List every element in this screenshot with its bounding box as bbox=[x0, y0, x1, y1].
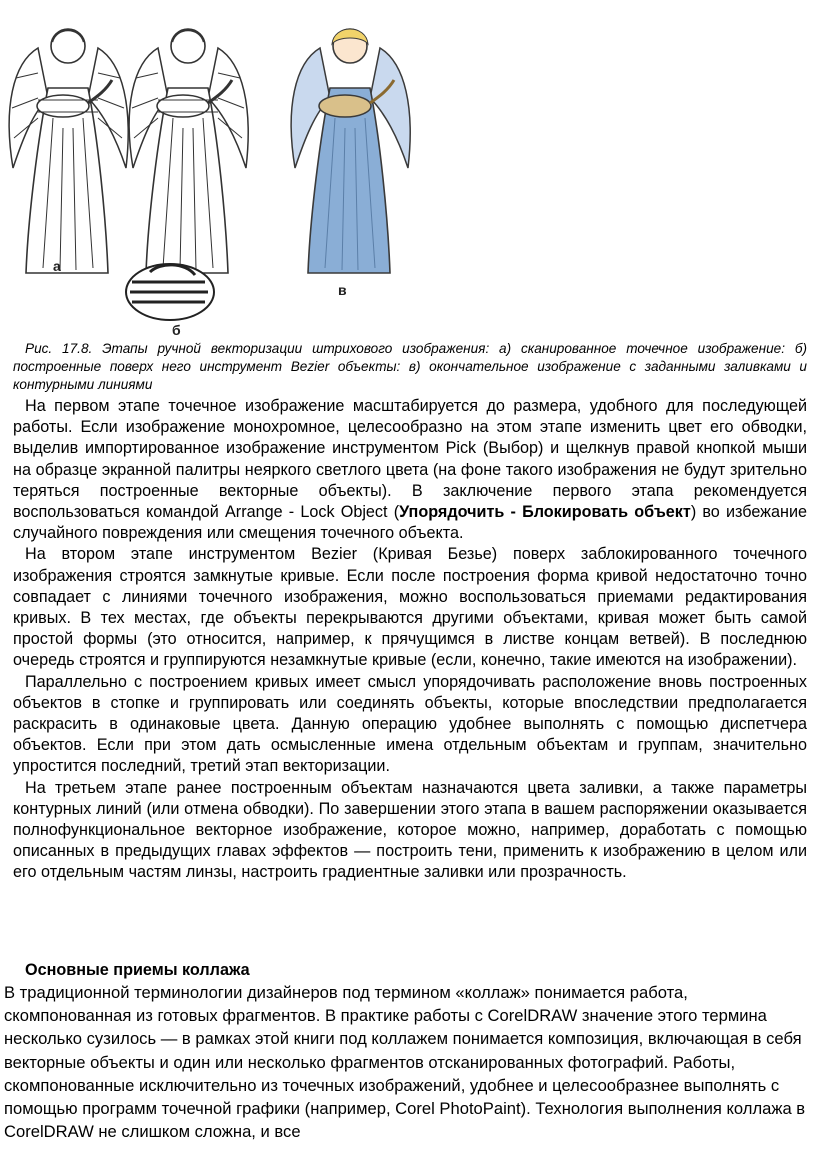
figure-caption bbox=[13, 340, 807, 394]
p1-text-a: На первом этапе точечное изображение масштабируется до размера, удобного для последующей работы. Если изображение монохромное, целесообразно на этом этапе изменить цвет его обводки, выделив импортированное изображение инструментом Pick (Выбор) и щелкнув правой кнопкой мыши на образце экранной палитры неяркого светлого цвета (на фоне такого изображения не будут зрительно теряться построенные векторные объекты). В заключение первого этапа рекомендуется воспользоваться командой Arrange - Lock Object ( bbox=[13, 397, 807, 522]
figure-angels bbox=[0, 0, 816, 338]
paragraph-1 bbox=[13, 396, 807, 544]
caption-text: Рис. 17.8. Этапы ручной векторизации штрихового изображения: а) сканированное точечное изображение: б) построенные поверх него инструмент Bezier объекты: в) окончательное изображение с заданными заливками и контурными линиями bbox=[13, 341, 807, 392]
body-text bbox=[13, 396, 807, 884]
p1-bold: Упорядочить - Блокировать объект bbox=[399, 503, 691, 522]
section-heading: Основные приемы коллажа bbox=[25, 961, 250, 979]
paragraph-5: В традиционной терминологии дизайнеров под термином «коллаж» понимается работа, скомпонованная из готовых фрагментов. В практике работы с CorelDRAW значение этого термина несколько сузилось — в рамках этой книги под коллажем понимается композиция, включающая в себя векторные объекты и один или несколько фрагментов отсканированных фотографий. Работы, скомпонованные исключительно из точечных изображений, удобнее и целесообразнее выполнять с помощью программ точечной графики (например, Corel PhotoPaint). Технология выполнения коллажа в CorelDRAW не слишком сложна, и все bbox=[4, 983, 806, 1142]
p1-text-b: ) во избежание случайного повреждения или смещения точечного объекта. bbox=[13, 503, 807, 543]
angel-illustration bbox=[0, 0, 816, 338]
label-v: в bbox=[338, 282, 347, 298]
angel-b-bezier bbox=[129, 29, 248, 273]
label-b: б bbox=[172, 322, 181, 338]
angel-a-scanned bbox=[9, 29, 128, 273]
paragraph-4: На третьем этапе ранее построенным объектам назначаются цвета заливки, а также параметры контурных линий (или отмена обводки). По завершении этого этапа в вашем распоряжении оказывается полнофункциональное векторное изображение, которое можно, например, доработать с помощью описанных в предыдущих главах эффектов — построить тени, применить к изображению в целом или его отдельным частям линзы, настроить градиентные заливки или прозрачность. bbox=[13, 778, 807, 882]
hand-detail bbox=[126, 264, 214, 320]
paragraph-2: На втором этапе инструментом Bezier (Кривая Безье) поверх заблокированного точечного изображения строятся замкнутые кривые. Если после построения форма кривой недостаточно точно совпадает с линиями точечного изображения, можно воспользоваться приемами редактирования кривых. В тех местах, где объекты перекрываются другими объектами, кривая может быть самой простой формы (это относится, например, к прячущимся в листве концам ветвей). В последнюю очередь строятся и группируются незамкнутые кривые (если, конечно, такие имеются на изображении). bbox=[13, 545, 807, 670]
label-a: а bbox=[53, 258, 61, 274]
paragraph-3: Параллельно с построением кривых имеет смысл упорядочивать расположение вновь построенных объектов в стопке и группировать или соединять объекты, которые впоследствии предполагается раскрасить в одинаковые цвета. Данную операцию удобнее выполнять с помощью диспетчера объектов. Если при этом дать осмысленные имена отдельным объектам и группам, значительно упростится последний, третий этап векторизации. bbox=[13, 672, 807, 776]
collage-text bbox=[4, 981, 812, 1143]
angel-v-final bbox=[291, 29, 410, 273]
